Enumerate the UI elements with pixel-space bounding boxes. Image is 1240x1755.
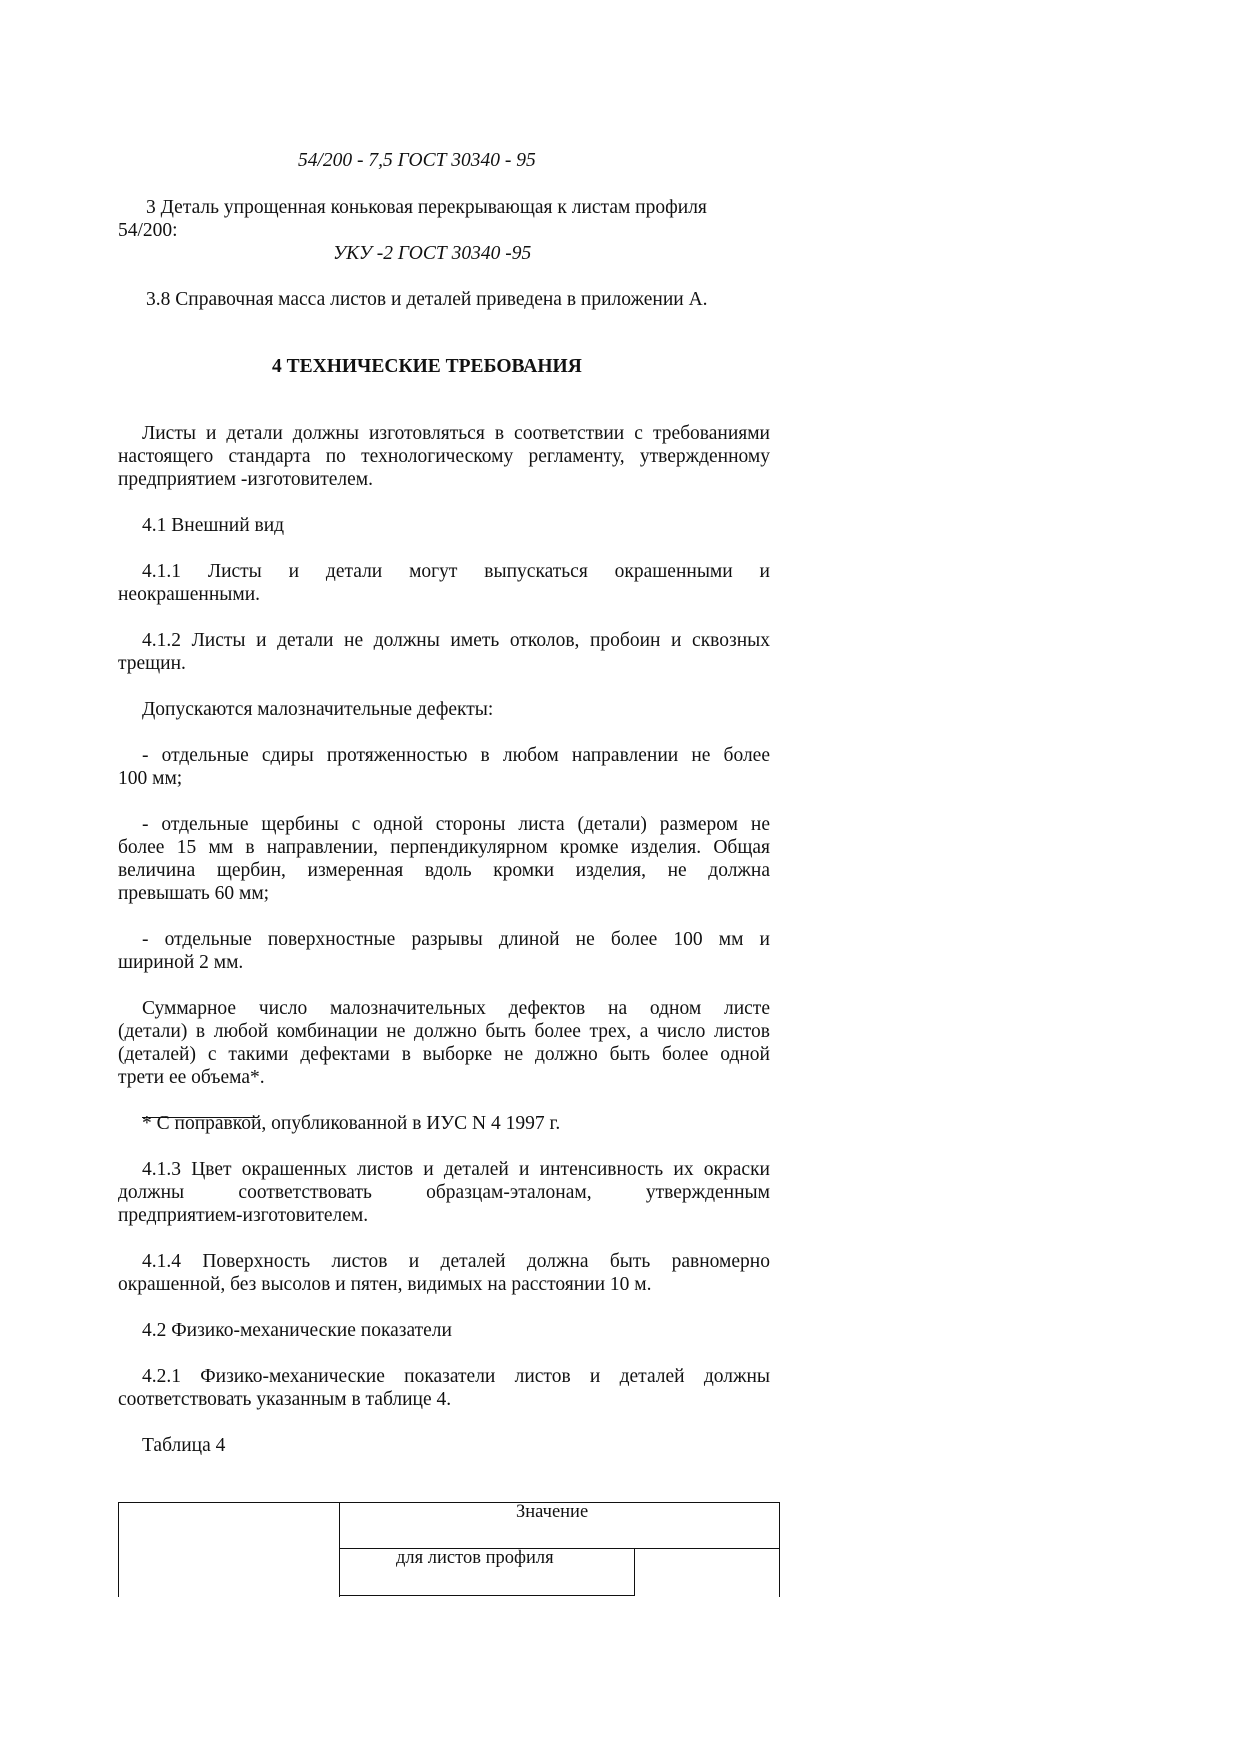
summary-line: (деталей) с такими дефектами в выборке не должно быть более одной	[118, 1044, 770, 1065]
paragraph-4-2-1	[118, 1365, 770, 1411]
bullet-line: превышать 60 мм;	[118, 883, 270, 904]
bullet-tears	[118, 928, 770, 974]
designation-uku: УКУ -2 ГОСТ 30340 -95	[333, 243, 532, 264]
paragraph-4-1-2	[118, 629, 770, 675]
paragraph-line: 4.1.2 Листы и детали не должны иметь отколов, пробоин и сквозных	[142, 630, 770, 651]
summary-line: трети ее объема*.	[118, 1067, 265, 1088]
table-top-border	[118, 1502, 780, 1503]
section-heading: 4 ТЕХНИЧЕСКИЕ ТРЕБОВАНИЯ	[272, 356, 582, 377]
bullet-line: величина щербин, измеренная вдоль кромки изделия, не должна	[118, 860, 770, 881]
paragraph-line: должны соответствовать образцам-эталонам, утвержденным	[118, 1182, 770, 1203]
item-3-8: 3.8 Справочная масса листов и деталей приведена в приложении А.	[146, 289, 708, 310]
bullet-scuffs	[118, 744, 770, 790]
paragraph-line: окрашенной, без высолов и пятен, видимых на расстоянии 10 м.	[118, 1274, 652, 1295]
paragraph-4-1-4	[118, 1250, 770, 1296]
bullet-line: - отдельные сдиры протяженностью в любом направлении не более	[142, 745, 770, 766]
paragraph-4-1-3	[118, 1158, 770, 1227]
summary-line: Суммарное число малозначительных дефектов на одном листе	[142, 998, 770, 1019]
intro-line: предприятием -изготовителем.	[118, 469, 373, 490]
summary-paragraph	[118, 997, 770, 1089]
table-subcol-divider	[634, 1548, 635, 1596]
table-subcell-bottom	[339, 1595, 635, 1596]
designation-profile: 54/200 - 7,5 ГОСТ 30340 - 95	[298, 150, 536, 171]
table-right-border	[779, 1502, 780, 1597]
footnote: * С поправкой, опубликованной в ИУС N 4 1997 г.	[142, 1113, 561, 1134]
table-col-divider	[339, 1502, 340, 1597]
bullet-line: более 15 мм в направлении, перпендикулярном кромке изделия. Общая	[118, 837, 770, 858]
paragraph-line: 4.1.1 Листы и детали могут выпускаться окрашенными и	[142, 561, 770, 582]
bullet-chips	[118, 813, 770, 905]
paragraph-line: неокрашенными.	[118, 584, 261, 605]
paragraph-line: 4.1.3 Цвет окрашенных листов и деталей и интенсивность их окраски	[142, 1159, 770, 1180]
intro-paragraph	[118, 422, 770, 491]
table-header-sheets: для листов профиля	[396, 1548, 554, 1568]
paragraph-line: трещин.	[118, 653, 186, 674]
intro-line: настоящего стандарта по технологическому регламенту, утвержденному	[118, 446, 770, 467]
bullet-line: - отдельные поверхностные разрывы длиной не более 100 мм и	[142, 929, 770, 950]
bullet-line: шириной 2 мм.	[118, 952, 244, 973]
bullet-line: 100 мм;	[118, 768, 183, 789]
subsection-4-1: 4.1 Внешний вид	[142, 515, 285, 536]
summary-line: (детали) в любой комбинации не должно быть более трех, а число листов	[118, 1021, 770, 1042]
paragraph-line: соответствовать указанным в таблице 4.	[118, 1389, 452, 1410]
paragraph-line: 4.2.1 Физико-механические показатели листов и деталей должны	[142, 1366, 770, 1387]
table-header-value: Значение	[516, 1502, 589, 1522]
bullet-line: - отдельные щербины с одной стороны листа (детали) размером не	[142, 814, 770, 835]
paragraph-line: предприятием-изготовителем.	[118, 1205, 369, 1226]
item-3-line-1: 3 Деталь упрощенная коньковая перекрывающая к листам профиля	[146, 197, 707, 218]
item-3-line-2: 54/200:	[118, 220, 178, 241]
paragraph-4-1-1	[118, 560, 770, 606]
intro-line: Листы и детали должны изготовляться в соответствии с требованиями	[142, 423, 770, 444]
table-caption: Таблица 4	[142, 1435, 226, 1456]
allowed-defects-intro: Допускаются малозначительные дефекты:	[142, 699, 494, 720]
paragraph-line: 4.1.4 Поверхность листов и деталей должна быть равномерно	[142, 1251, 770, 1272]
subsection-4-2: 4.2 Физико-механические показатели	[142, 1320, 452, 1341]
table-left-border	[118, 1502, 119, 1597]
